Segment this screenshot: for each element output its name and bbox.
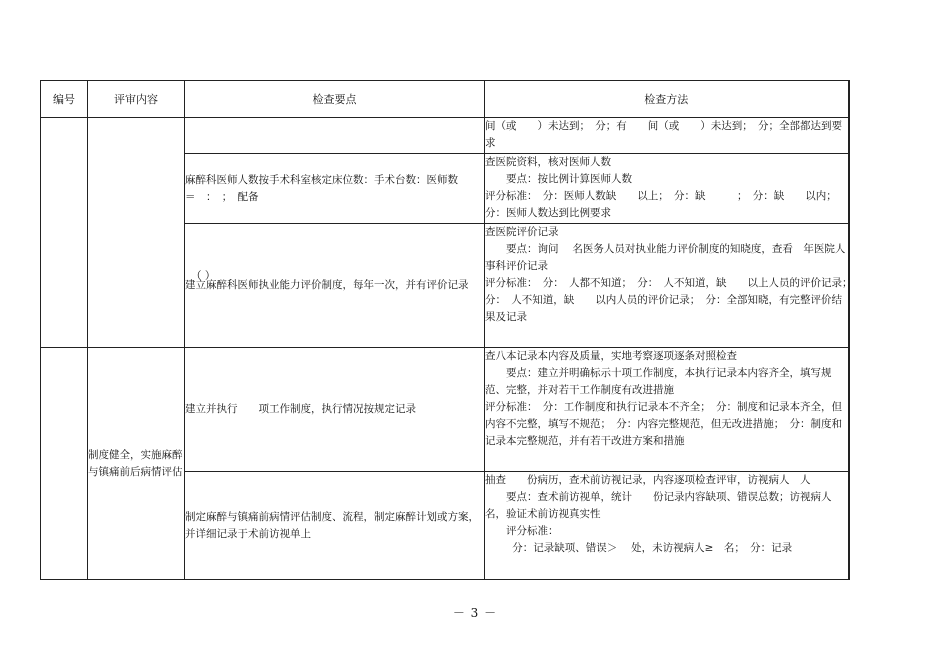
- requirement-cell: 建立并执行 项工作制度，执行情况按规定记录: [185, 348, 485, 472]
- section-title: 制度健全，实施麻醉与镇痛前后病情评估: [88, 348, 185, 580]
- number-cell: [41, 348, 88, 580]
- method-cell: 间（或 ）未达到； 分；有 间（或 ）未达到； 分；全部都达到要求: [485, 118, 849, 154]
- table-row: [41, 348, 849, 472]
- header-points: 检查要点: [185, 81, 485, 118]
- header-no: 编号: [41, 81, 88, 118]
- method-cell: 抽查 份病历，查术前访视记录，内容逐项检查评审，访视病人 人 要点：查术前访视单，统计 份记录内容缺项、错误总数；访视病人 名，验证术前访视真实性 评分标准： 分：记录缺项、错误＞ 处，未访视病人≥ 名； 分：记录: [485, 472, 849, 580]
- review-table: [40, 80, 858, 580]
- page-number: － 3 －: [452, 606, 498, 620]
- requirement-cell: 麻醉科医师人数按手术科室核定床位数：手术台数：医师数＝ ： ； 配备: [185, 154, 485, 224]
- method-cell: 查医院资料，核对医师人数 要点：按比例计算医师人数 评分标准： 分：医师人数缺 以上； 分：缺 ； 分：缺 以内； 分：医师人数达到比例要求: [485, 154, 849, 224]
- method-cell: 查八本记录本内容及质量，实地考察逐项逐条对照检查 要点：建立并明确标示十项工作制度，本执行记录本内容齐全，填写规范、完整，并对若干工作制度有改进措施 评分标准： 分：工作制度和执行记录本不齐全； 分：制度和记录本齐全，但内容不完整，填写不规范； 分：内容完整规范，但无改进措施； 分：制度和记录本完整规范，并有若干改进方案和措施: [485, 348, 849, 472]
- paren-mark: （ ）: [191, 270, 216, 282]
- requirement-cell: [185, 118, 485, 154]
- requirement-cell: （ ） 建立麻醉科医师执业能力评价制度，每年一次，并有评价记录: [185, 224, 485, 348]
- header-row: [41, 81, 849, 118]
- header-content: 评审内容: [88, 81, 185, 118]
- requirement-cell: 制定麻醉与镇痛前病情评估制度、流程，制定麻醉计划或方案，并详细记录于术前访视单上: [185, 472, 485, 580]
- content-cell: [88, 118, 185, 348]
- method-cell: 查医院评价记录 要点：询问 名医务人员对执业能力评价制度的知晓度，查看 年医院人事科评价记录 评分标准： 分： 人都不知道； 分： 人不知道，缺 以上人员的评价记录； 分： 人不知道，缺 以内人员的评价记录； 分：全部知晓，有完整评价结果及记录: [485, 224, 849, 348]
- header-method: 检查方法: [485, 81, 849, 118]
- number-cell: [41, 118, 88, 348]
- table-row: [41, 118, 849, 154]
